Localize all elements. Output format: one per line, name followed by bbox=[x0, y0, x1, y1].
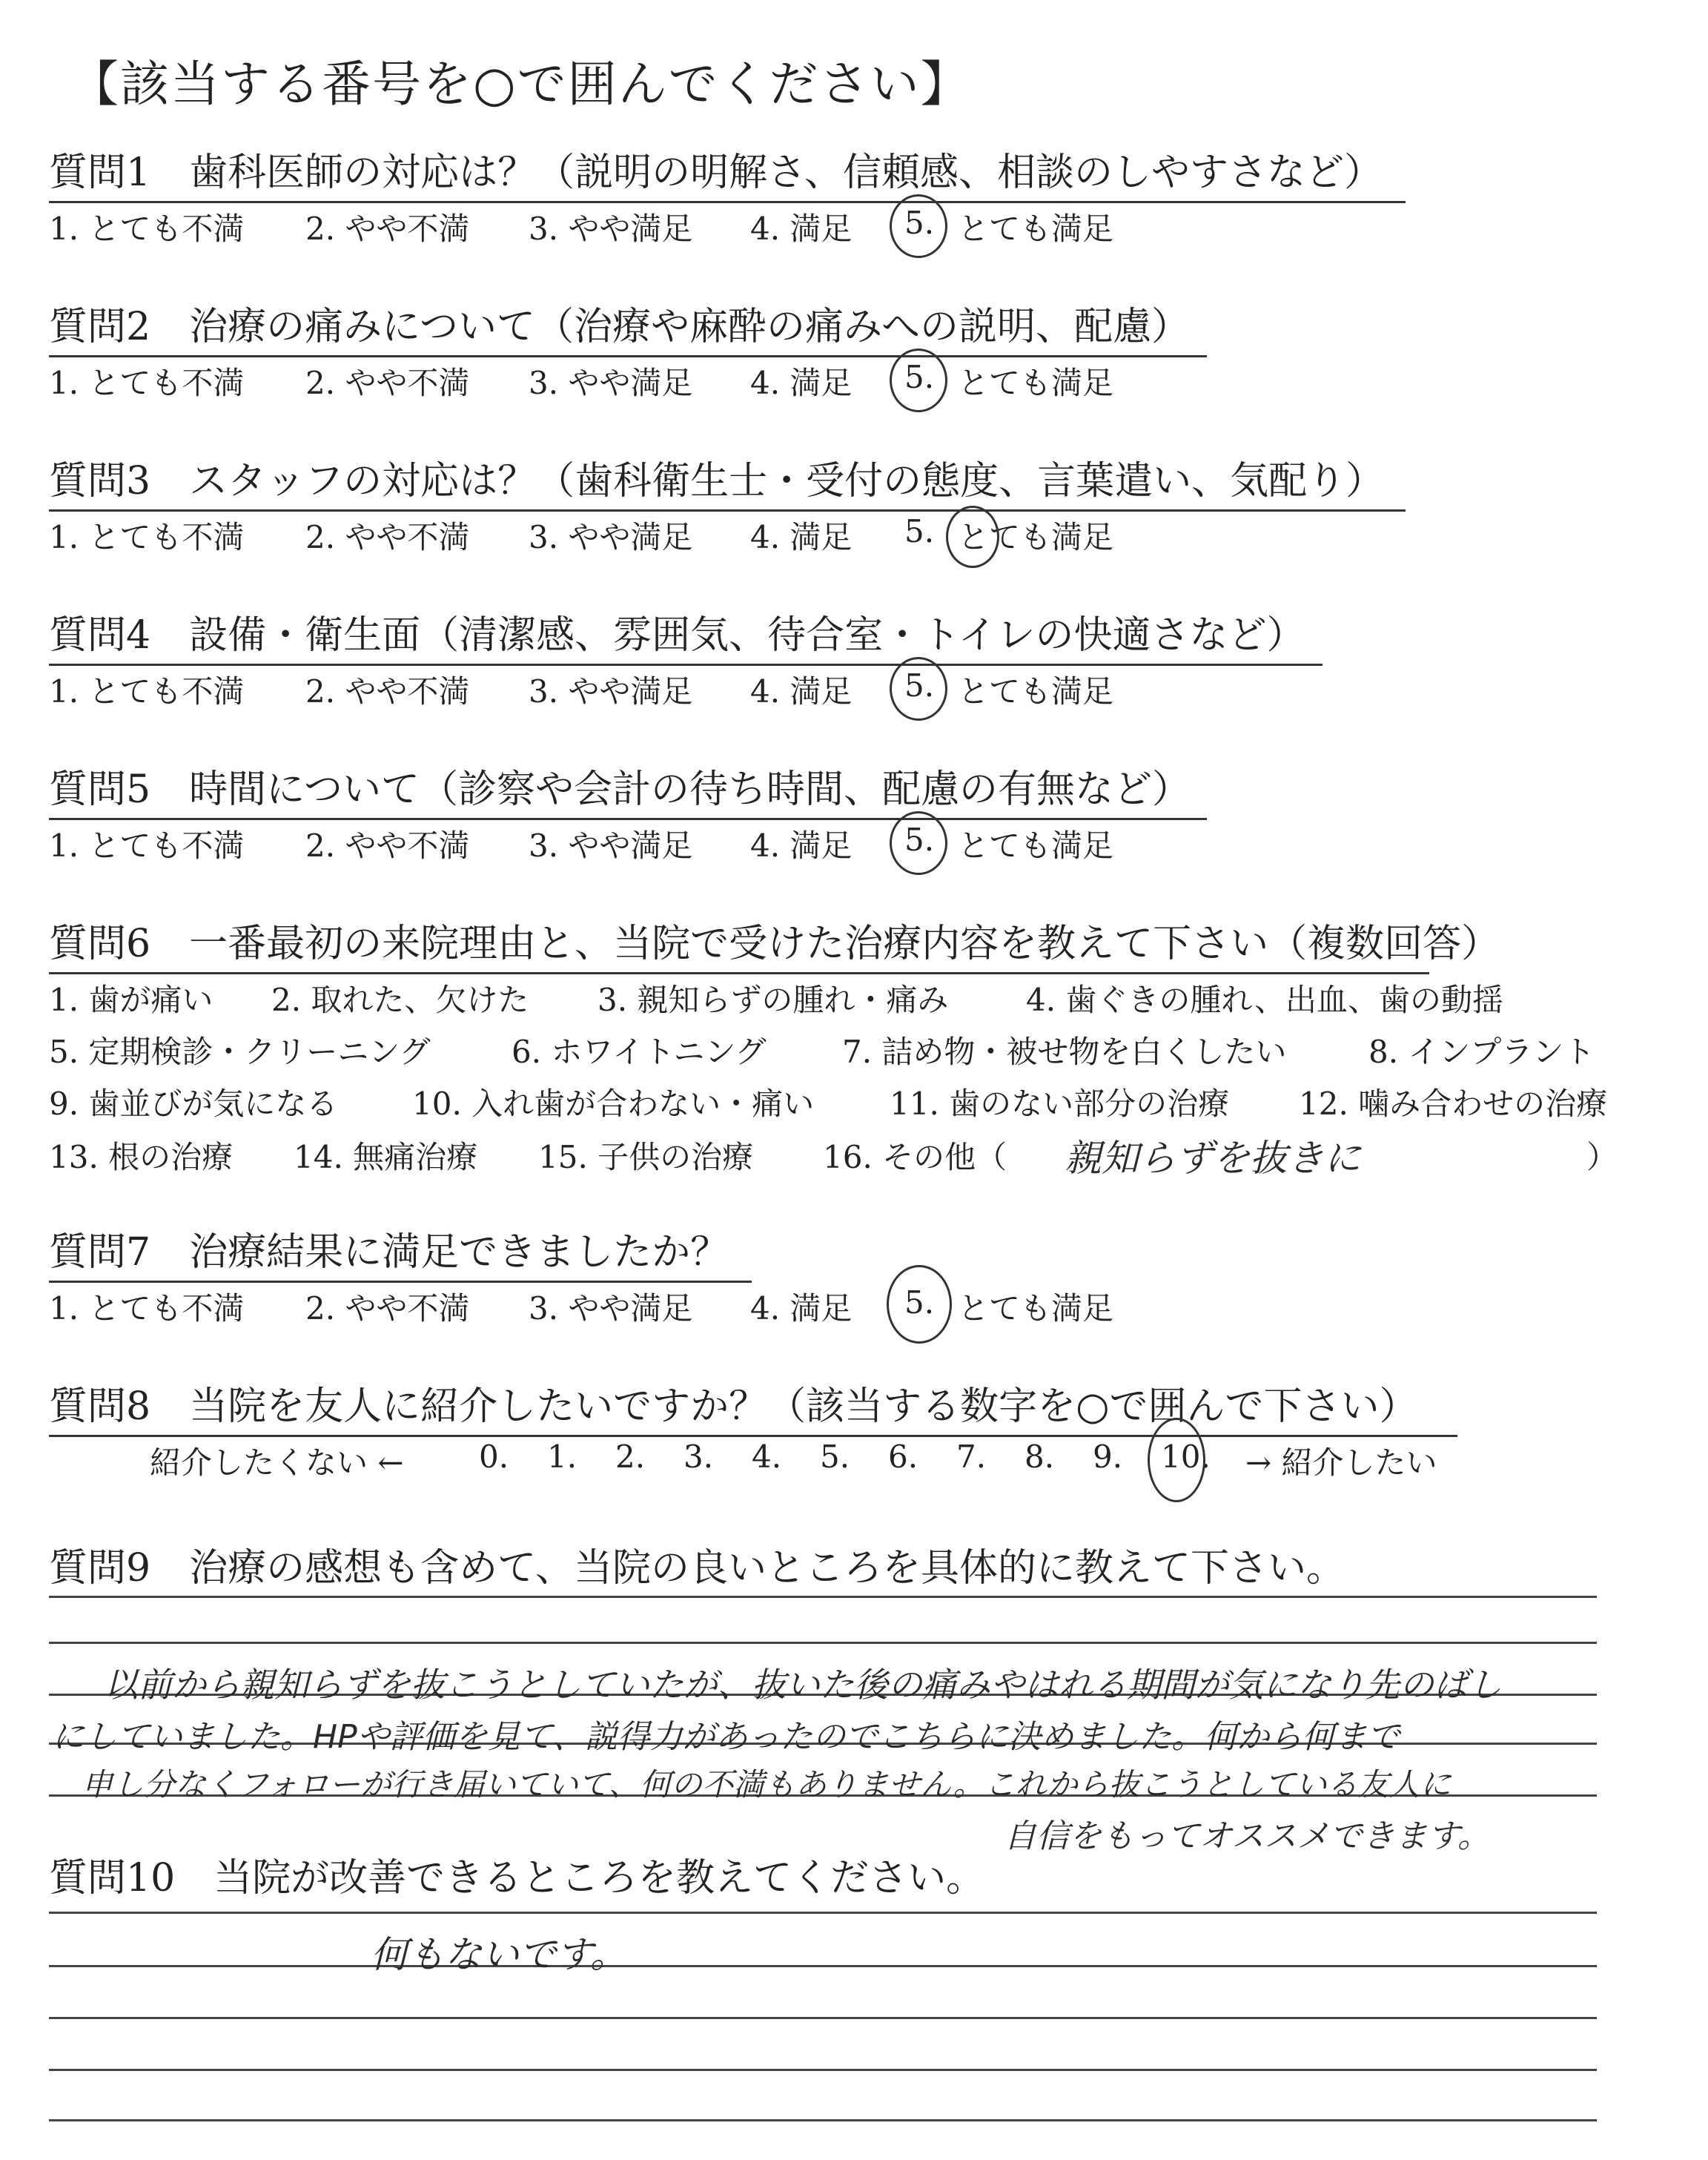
q5-option-5-label: とても満足 bbox=[958, 828, 1114, 864]
q6-other-handwritten[interactable]: 親知らずを抜きに bbox=[1065, 1137, 1361, 1180]
q7-option-3[interactable]: 3. やや満足 bbox=[529, 1290, 693, 1327]
q7-title: 質問7 治療結果に満足できましたか？ bbox=[49, 1221, 752, 1283]
q6-option-5[interactable]: 5. 定期検診・クリーニング bbox=[49, 1034, 431, 1070]
q9-title: 質問9 治療の感想も含めて、当院の良いところを具体的に教えて下さい。 bbox=[49, 1546, 1345, 1591]
q6-option-9[interactable]: 9. 歯並びが気になる bbox=[49, 1086, 338, 1122]
q5-option-1[interactable]: 1. とても不満 bbox=[49, 828, 245, 864]
q8-selection-circle bbox=[1148, 1418, 1205, 1502]
q2-title: 質問2 治療の痛みについて（治療や麻酔の痛みへの説明、配慮） bbox=[49, 295, 1207, 357]
q7-option-4[interactable]: 4. 満足 bbox=[750, 1290, 853, 1327]
q1-selection-circle bbox=[890, 194, 947, 258]
q10-answer-handwritten[interactable]: 何もないです。 bbox=[371, 1933, 627, 1976]
q6-option-15[interactable]: 15. 子供の治療 bbox=[538, 1139, 754, 1175]
page-header: 【該当する番号を○で囲んでください】 bbox=[70, 56, 971, 113]
q1-option-5-label: とても満足 bbox=[958, 211, 1114, 247]
q1-title: 質問1 歯科医師の対応は？（説明の明解さ、信頼感、相談のしやすさなど） bbox=[49, 141, 1406, 203]
q9-answer-line-text-4[interactable]: 自信をもってオススメできます。 bbox=[1004, 1817, 1491, 1855]
q8-score-2[interactable]: 2. bbox=[615, 1439, 646, 1475]
q1-option-4[interactable]: 4. 満足 bbox=[750, 211, 853, 247]
q2-option-3[interactable]: 3. やや満足 bbox=[529, 365, 693, 401]
q8-score-5[interactable]: 5. bbox=[820, 1439, 850, 1475]
q4-option-4[interactable]: 4. 満足 bbox=[750, 673, 853, 710]
q2-option-2[interactable]: 2. やや不満 bbox=[305, 365, 470, 401]
q10-answer-line-3 bbox=[49, 2017, 1597, 2019]
q8-score-4[interactable]: 4. bbox=[752, 1439, 782, 1475]
q2-option-4[interactable]: 4. 満足 bbox=[750, 365, 853, 401]
q1-option-2[interactable]: 2. やや不満 bbox=[305, 211, 470, 247]
q3-selection-circle bbox=[946, 506, 999, 568]
q7-option-5[interactable]: 5. bbox=[904, 1284, 935, 1321]
q4-option-1[interactable]: 1. とても不満 bbox=[49, 673, 245, 710]
q10-answer-line-2 bbox=[49, 1965, 1597, 1967]
q8-title: 質問8 当院を友人に紹介したいですか？（該当する数字を○で囲んで下さい） bbox=[49, 1375, 1457, 1437]
q8-score-9[interactable]: 9. bbox=[1093, 1439, 1123, 1475]
q3-option-2[interactable]: 2. やや不満 bbox=[305, 519, 470, 555]
q4-option-5-label: とても満足 bbox=[958, 673, 1114, 710]
q1-option-3[interactable]: 3. やや満足 bbox=[529, 211, 693, 247]
q8-right-label: → 紹介したい bbox=[1245, 1444, 1437, 1481]
q4-option-5[interactable]: 5. bbox=[904, 667, 935, 704]
q3-title: 質問3 スタッフの対応は？（歯科衛生士・受付の態度、言葉遣い、気配り） bbox=[49, 449, 1406, 512]
q9-answer-line-text-3[interactable]: 申し分なくフォローが行き届いていて、何の不満もありません。これから抜こうとしている友人に bbox=[82, 1766, 1452, 1803]
q5-option-4[interactable]: 4. 満足 bbox=[750, 828, 853, 864]
q3-option-4[interactable]: 4. 満足 bbox=[750, 519, 853, 555]
q6-option-8[interactable]: 8. インプラント bbox=[1368, 1034, 1595, 1070]
q1-option-5[interactable]: 5. bbox=[904, 205, 935, 241]
q5-option-2[interactable]: 2. やや不満 bbox=[305, 828, 470, 864]
q7-option-5-label: とても満足 bbox=[958, 1290, 1114, 1327]
q10-answer-line-5 bbox=[49, 2119, 1597, 2121]
q5-title: 質問5 時間について（診察や会計の待ち時間、配慮の有無など） bbox=[49, 758, 1207, 820]
q6-option-16[interactable]: 16. その他（ bbox=[823, 1139, 1007, 1175]
q7-option-2[interactable]: 2. やや不満 bbox=[305, 1290, 470, 1327]
q10-title: 質問10 当院が改善できるところを教えてください。 bbox=[49, 1856, 985, 1900]
q8-score-1[interactable]: 1. bbox=[547, 1439, 577, 1475]
q6-option-13[interactable]: 13. 根の治療 bbox=[49, 1139, 234, 1175]
q6-option-1[interactable]: 1. 歯が痛い bbox=[49, 982, 214, 1018]
q2-option-1[interactable]: 1. とても不満 bbox=[49, 365, 245, 401]
q9-answer-line-text-1[interactable]: 以前から親知らずを抜こうとしていたが、抜いた後の痛みやはれる期間が気になり先のばし bbox=[104, 1665, 1502, 1705]
q8-score-0[interactable]: 0. bbox=[479, 1439, 509, 1475]
q6-option-4[interactable]: 4. 歯ぐきの腫れ、出血、歯の動揺 bbox=[1026, 982, 1503, 1018]
q6-option-3[interactable]: 3. 親知らずの腫れ・痛み bbox=[598, 982, 949, 1018]
q3-option-5-label: とても満足 bbox=[958, 519, 1114, 555]
q5-option-3[interactable]: 3. やや満足 bbox=[529, 828, 693, 864]
q5-option-5[interactable]: 5. bbox=[904, 822, 935, 858]
q6-option-11[interactable]: 11. 歯のない部分の治療 bbox=[890, 1086, 1230, 1122]
q10-answer-line-1 bbox=[49, 1912, 1597, 1914]
q2-option-5-label: とても満足 bbox=[958, 365, 1114, 401]
q6-other-close-paren: ） bbox=[1586, 1139, 1618, 1175]
q4-option-3[interactable]: 3. やや満足 bbox=[529, 673, 693, 710]
q8-score-10[interactable]: 10. bbox=[1161, 1439, 1211, 1475]
q4-option-2[interactable]: 2. やや不満 bbox=[305, 673, 470, 710]
q2-option-5[interactable]: 5. bbox=[904, 359, 935, 395]
q6-option-10[interactable]: 10. 入れ歯が合わない・痛い bbox=[412, 1086, 815, 1122]
q4-title: 質問4 設備・衛生面（清潔感、雰囲気、待合室・トイレの快適さなど） bbox=[49, 604, 1323, 666]
q6-title: 質問6 一番最初の来院理由と、当院で受けた治療内容を教えて下さい（複数回答） bbox=[49, 912, 1429, 974]
q8-score-8[interactable]: 8. bbox=[1025, 1439, 1055, 1475]
q3-option-1[interactable]: 1. とても不満 bbox=[49, 519, 245, 555]
q10-answer-line-4 bbox=[49, 2069, 1597, 2071]
q6-option-7[interactable]: 7. 詰め物・被せ物を白くしたい bbox=[842, 1034, 1287, 1070]
q1-option-1[interactable]: 1. とても不満 bbox=[49, 211, 245, 247]
q7-option-1[interactable]: 1. とても不満 bbox=[49, 1290, 245, 1327]
q8-score-3[interactable]: 3. bbox=[683, 1439, 714, 1475]
q8-score-6[interactable]: 6. bbox=[888, 1439, 918, 1475]
q6-option-12[interactable]: 12. 噛み合わせの治療 bbox=[1299, 1086, 1608, 1122]
q2-selection-circle bbox=[890, 349, 947, 412]
q9-answer-line-text-2[interactable]: にしていました。HPや評価を見て、説得力があったのでこちらに決めました。何から何まで bbox=[52, 1718, 1400, 1756]
q9-answer-line-1 bbox=[49, 1596, 1597, 1598]
q3-option-5[interactable]: 5. bbox=[904, 513, 935, 549]
q6-option-14[interactable]: 14. 無痛治療 bbox=[294, 1139, 478, 1175]
q9-answer-line-2 bbox=[49, 1642, 1597, 1644]
q7-selection-circle bbox=[887, 1265, 952, 1344]
q3-option-3[interactable]: 3. やや満足 bbox=[529, 519, 693, 555]
q8-left-label: 紹介したくない ← bbox=[150, 1444, 404, 1481]
q6-option-6[interactable]: 6. ホワイトニング bbox=[512, 1034, 767, 1070]
q6-option-2[interactable]: 2. 取れた、欠けた bbox=[271, 982, 529, 1018]
q8-score-7[interactable]: 7. bbox=[956, 1439, 987, 1475]
q5-selection-circle bbox=[890, 811, 947, 875]
q4-selection-circle bbox=[890, 657, 947, 721]
